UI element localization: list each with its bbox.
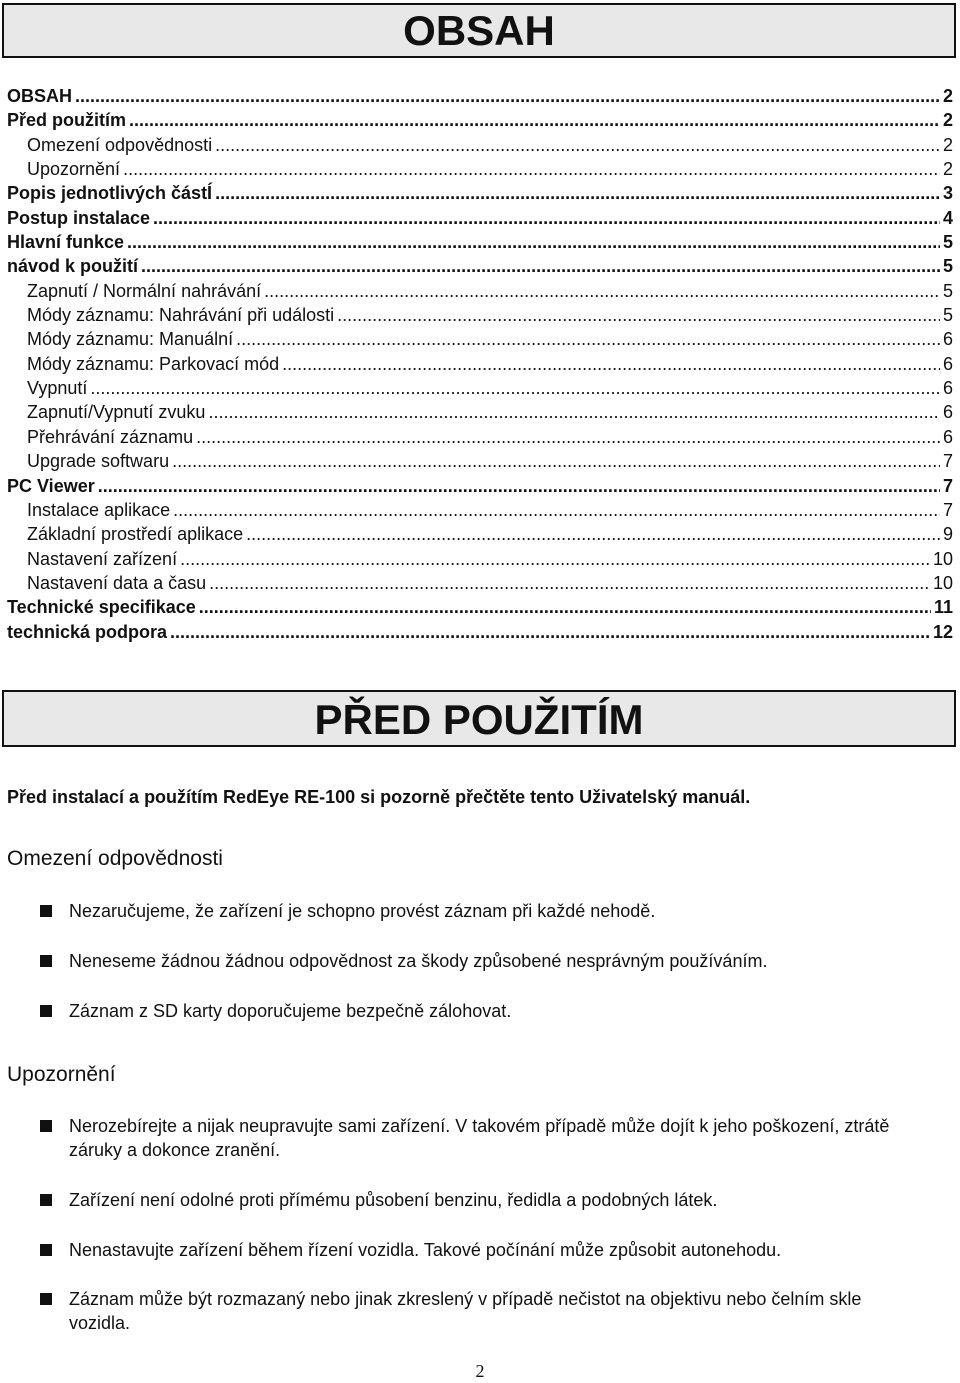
bullet-text: Nenastavujte zařízení během řízení vozidla. Takové počínání může způsobit autonehodu. (69, 1240, 782, 1260)
toc-leader-dots (141, 254, 940, 278)
toc-entry-page: 4 (942, 207, 953, 228)
toc-leader-dots (127, 230, 940, 254)
toc-entry-page: 2 (942, 134, 953, 155)
toc-entry[interactable] (7, 206, 953, 230)
toc-entry-label: Upozornění (27, 159, 121, 180)
toc-entry-label: PC Viewer (7, 475, 95, 496)
toc-leader-dots (90, 376, 940, 400)
toc-entry[interactable] (7, 181, 953, 205)
toc-entry-label: Módy záznamu: Nahrávání při události (27, 305, 335, 326)
section-heading-omezeni: Omezení odpovědnosti (7, 847, 223, 870)
bullet-item (40, 999, 920, 1023)
toc-entry[interactable] (7, 303, 953, 327)
toc-entry[interactable] (7, 522, 953, 546)
bullet-text: Záznam z SD karty doporučujeme bezpečně zálohovat. (69, 1001, 512, 1021)
toc-entry[interactable] (7, 254, 953, 278)
toc-entry[interactable] (7, 352, 953, 376)
toc-entry[interactable] (7, 620, 953, 644)
toc-entry-page: 5 (942, 280, 953, 301)
toc-entry-page: 7 (942, 499, 953, 520)
toc-entry-page: 2 (942, 159, 953, 180)
toc-entry[interactable] (7, 425, 953, 449)
bullet-item (40, 1287, 920, 1335)
toc-entry-page: 6 (942, 329, 953, 350)
toc-entry[interactable] (7, 133, 953, 157)
toc-leader-dots (129, 108, 940, 132)
toc-entry-label: Zapnutí/Vypnutí zvuku (27, 402, 206, 423)
toc-entry[interactable] (7, 449, 953, 473)
toc-leader-dots (98, 474, 940, 498)
table-of-contents (7, 84, 953, 644)
toc-entry-page: 12 (932, 621, 953, 642)
toc-leader-dots (153, 206, 940, 230)
toc-entry-page: 9 (942, 524, 953, 545)
toc-entry[interactable] (7, 327, 953, 351)
toc-entry[interactable] (7, 498, 953, 522)
square-bullet-icon (40, 955, 52, 967)
bullet-text: Neneseme žádnou žádnou odpovědnost za škody způsobené nesprávným používáním. (69, 951, 768, 971)
bullet-text: Záznam může být rozmazaný nebo jinak zkreslený v případě nečistot na objektivu nebo čelním skle vozidla. (69, 1289, 862, 1333)
toc-entry-label: Základní prostředí aplikace (27, 524, 244, 545)
toc-leader-dots (199, 595, 931, 619)
toc-leader-dots (180, 547, 930, 571)
toc-entry-page: 2 (942, 110, 953, 131)
toc-leader-dots (172, 449, 940, 473)
toc-entry-page: 6 (942, 426, 953, 447)
toc-entry-label: Nastavení data a času (27, 572, 207, 593)
toc-entry-label: Postup instalace (7, 207, 151, 228)
square-bullet-icon (40, 1244, 52, 1256)
bullet-text: Zařízení není odolné proti přímému působení benzinu, ředidla a podobných látek. (69, 1190, 718, 1210)
toc-entry[interactable] (7, 279, 953, 303)
toc-entry-page: 7 (942, 475, 953, 496)
page-number: 2 (475, 1361, 485, 1381)
toc-leader-dots (170, 620, 930, 644)
bullet-item (40, 1238, 920, 1262)
toc-entry[interactable] (7, 595, 953, 619)
toc-entry-label: Upgrade softwaru (27, 451, 170, 472)
toc-entry-label: Přehrávání záznamu (27, 426, 194, 447)
toc-entry[interactable] (7, 108, 953, 132)
square-bullet-icon (40, 1194, 52, 1206)
toc-leader-dots (215, 133, 940, 157)
section-heading-upozorneni: Upozornění (7, 1063, 116, 1086)
toc-entry-label: Omezení odpovědnosti (27, 134, 213, 155)
toc-leader-dots (264, 279, 940, 303)
bullet-item (40, 949, 920, 973)
bullet-item (40, 899, 920, 923)
toc-leader-dots (215, 181, 940, 205)
toc-entry-label: návod k použití (7, 256, 139, 277)
toc-leader-dots (337, 303, 940, 327)
toc-entry[interactable] (7, 547, 953, 571)
toc-entry[interactable] (7, 84, 953, 108)
bullet-item (40, 1114, 920, 1162)
toc-entry-label: OBSAH (7, 86, 73, 106)
toc-entry[interactable] (7, 376, 953, 400)
toc-entry[interactable] (7, 571, 953, 595)
toc-entry-page: 7 (942, 451, 953, 472)
toc-entry-page: 5 (942, 232, 953, 253)
square-bullet-icon (40, 1120, 52, 1132)
toc-entry-page: 2 (942, 86, 953, 106)
bullet-item (40, 1188, 920, 1212)
toc-leader-dots (282, 352, 940, 376)
toc-entry-page: 11 (933, 597, 953, 618)
toc-entry-label: Módy záznamu: Manuální (27, 329, 234, 350)
toc-entry-page: 6 (942, 378, 953, 399)
toc-entry-label: Hlavní funkce (7, 232, 125, 253)
toc-entry[interactable] (7, 157, 953, 181)
contents-banner: OBSAH (2, 3, 956, 58)
bullet-text: Nezaručujeme, že zařízení je schopno provést záznam při každé nehodě. (69, 901, 656, 921)
square-bullet-icon (40, 1293, 52, 1305)
toc-entry-page: 10 (932, 548, 953, 569)
toc-entry[interactable] (7, 400, 953, 424)
bullet-text: Nerozebírejte a nijak neupravujte sami zařízení. V takovém případě může dojít k jeho poškození, ztrátě záruky a dokonce zranění. (69, 1116, 890, 1160)
toc-entry-page: 10 (932, 572, 953, 593)
toc-leader-dots (75, 84, 940, 108)
toc-entry[interactable] (7, 474, 953, 498)
toc-leader-dots (236, 327, 940, 351)
toc-entry-label: Instalace aplikace (27, 499, 171, 520)
toc-entry-page: 6 (942, 353, 953, 374)
toc-entry-label: Technické specifikace (7, 597, 196, 618)
toc-entry[interactable] (7, 230, 953, 254)
toc-entry-page: 5 (942, 305, 953, 326)
toc-leader-dots (123, 157, 940, 181)
toc-leader-dots (196, 425, 940, 449)
toc-entry-label: Před použitím (7, 110, 127, 131)
square-bullet-icon (40, 1005, 52, 1017)
toc-leader-dots (246, 522, 940, 546)
toc-entry-label: Zapnutí / Normální nahrávání (27, 280, 262, 301)
intro-text: Před instalací a použítím RedEye RE-100 si pozorně přečtěte tento Uživatelský manuál. (7, 787, 751, 807)
toc-entry-label: Vypnutí (27, 378, 88, 399)
toc-leader-dots (173, 498, 940, 522)
toc-entry-label: Popis jednotlivých částÍ (7, 183, 213, 204)
toc-entry-page: 6 (942, 402, 953, 423)
toc-entry-label: technická podpora (7, 621, 168, 642)
toc-entry-page: 5 (942, 256, 953, 277)
toc-leader-dots (208, 400, 940, 424)
toc-leader-dots (209, 571, 930, 595)
toc-entry-page: 3 (942, 183, 953, 204)
before-use-banner: PŘED POUŽITÍM (2, 690, 956, 747)
square-bullet-icon (40, 905, 52, 917)
toc-entry-label: Nastavení zařízení (27, 548, 178, 569)
toc-entry-label: Módy záznamu: Parkovací mód (27, 353, 280, 374)
